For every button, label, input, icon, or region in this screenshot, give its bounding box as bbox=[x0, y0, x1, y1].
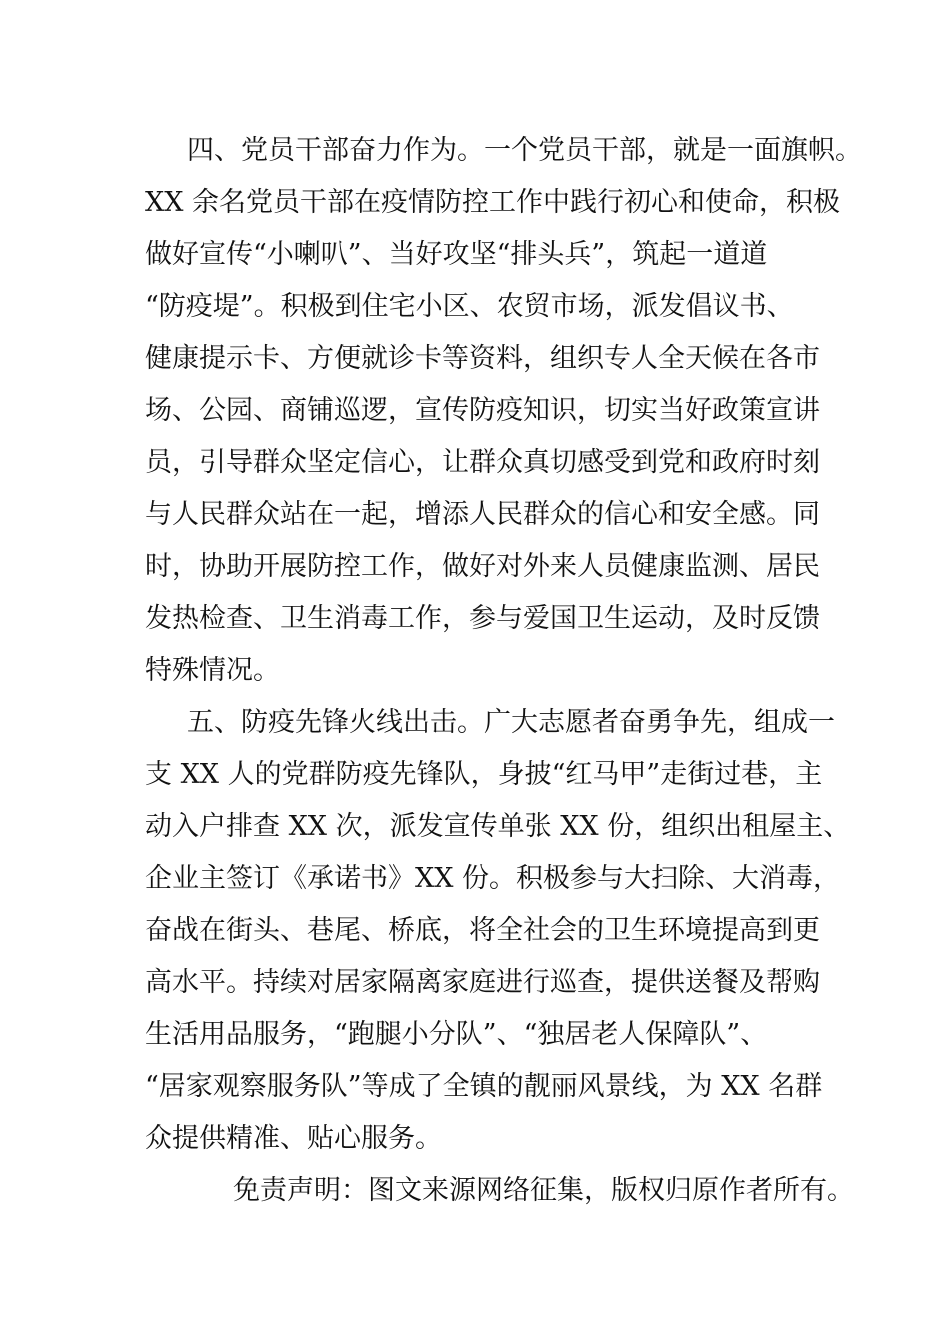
paragraph-line: 特殊情况。 bbox=[145, 655, 280, 686]
paragraph-line: 高水平。持续对居家隔离家庭进行巡查，提供送餐及帮购 bbox=[145, 967, 820, 998]
paragraph-line: 奋战在街头、巷尾、桥底，将全社会的卫生环境提高到更 bbox=[145, 915, 820, 946]
paragraph-line: XX 余名党员干部在疫情防控工作中践行初心和使命，积极 bbox=[145, 187, 841, 218]
paragraph-line: 支 XX 人的党群防疫先锋队，身披“红马甲”走街过巷，主 bbox=[145, 759, 823, 790]
paragraph-line: 时，协助开展防控工作，做好对外来人员健康监测、居民 bbox=[145, 551, 820, 582]
paragraph-line: 众提供精准、贴心服务。 bbox=[145, 1123, 442, 1154]
paragraph-line: “居家观察服务队”等成了全镇的靓丽风景线，为 XX 名群 bbox=[145, 1071, 823, 1102]
paragraph-line: 企业主签订《承诺书》XX 份。积极参与大扫除、大消毒， bbox=[145, 863, 841, 894]
paragraph-line: 做好宣传“小喇叭”、当好攻坚“排头兵”，筑起一道道 bbox=[145, 239, 768, 270]
paragraph-line: 发热检查、卫生消毒工作，参与爱国卫生运动，及时反馈 bbox=[145, 603, 820, 634]
paragraph-line: “防疫堤”。积极到住宅小区、农贸市场，派发倡议书、 bbox=[145, 291, 794, 322]
disclaimer-text: 免责声明：图文来源网络征集，版权归原作者所有。 bbox=[233, 1175, 854, 1206]
paragraph-line: 场、公园、商铺巡逻，宣传防疫知识，切实当好政策宣讲 bbox=[145, 395, 820, 426]
paragraph-5 bbox=[145, 697, 851, 1165]
paragraph-4 bbox=[145, 125, 862, 697]
paragraph-line: 生活用品服务，“跑腿小分队”、“独居老人保障队”、 bbox=[145, 1019, 768, 1050]
paragraph-line: 四、党员干部奋力作为。一个党员干部，就是一面旗帜。 bbox=[187, 135, 862, 166]
paragraph-line: 五、防疫先锋火线出击。广大志愿者奋勇争先，组成一 bbox=[187, 707, 835, 738]
paragraph-line: 与人民群众站在一起，增添人民群众的信心和安全感。同 bbox=[145, 499, 820, 530]
paragraph-line: 动入户排查 XX 次，派发宣传单张 XX 份，组织出租屋主、 bbox=[145, 811, 851, 842]
paragraph-line: 员，引导群众坚定信心，让群众真切感受到党和政府时刻 bbox=[145, 447, 820, 478]
paragraph-line: 健康提示卡、方便就诊卡等资料，组织专人全天候在各市 bbox=[145, 343, 820, 374]
document-body bbox=[145, 125, 862, 1217]
